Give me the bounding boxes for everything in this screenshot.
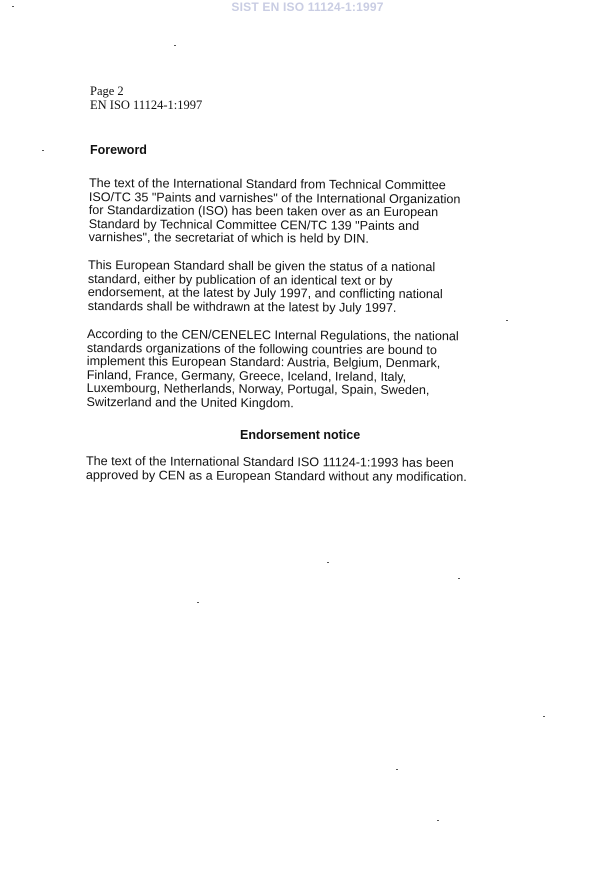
foreword-heading: Foreword <box>90 143 147 157</box>
endorsement-paragraph <box>86 455 467 484</box>
text-line: Switzerland and the United Kingdom. <box>86 394 294 411</box>
scan-speck <box>12 6 14 7</box>
foreword-paragraph-3 <box>87 328 459 412</box>
text-line: standards shall be withdrawn at the latest by July 1997. <box>87 298 397 315</box>
text-line: Luxembourg, Netherlands, Norway, Portugal, Spain, Sweden, <box>86 381 430 398</box>
text-line: Standard by Technical Committee CEN/TC 139 "Paints and <box>88 216 420 233</box>
scan-speck <box>396 769 398 770</box>
foreword-paragraph-1 <box>89 177 461 247</box>
page-number: Page 2 <box>90 84 124 98</box>
text-line: standards organizations of the following countries are bound to <box>86 340 437 357</box>
watermark-text: SIST EN ISO 11124-1:1997 <box>231 0 384 14</box>
scan-speck <box>42 150 44 151</box>
scan-speck <box>174 45 176 46</box>
foreword-paragraph-2 <box>88 259 443 316</box>
scan-speck <box>437 820 439 821</box>
text-line: approved by CEN as a European Standard without any modification. <box>85 467 467 484</box>
text-line: According to the CEN/CENELEC Internal Regulations, the national <box>86 327 459 344</box>
standard-reference: EN ISO 11124-1:1997 <box>90 98 203 112</box>
endorsement-heading: Endorsement notice <box>240 428 361 442</box>
text-line: varnishes", the secretariat of which is held by DIN. <box>88 230 369 247</box>
text-line: ISO/TC 35 "Paints and varnishes" of the International Organization <box>88 189 461 206</box>
text-line: implement this European Standard: Austria, Belgium, Denmark, <box>86 354 441 371</box>
page-header <box>90 84 202 112</box>
text-line: Finland, France, Germany, Greece, Iceland, Ireland, Italy, <box>86 367 407 384</box>
text-line: This European Standard shall be given the status of a national <box>87 258 436 275</box>
scan-speck <box>506 320 508 321</box>
text-line: endorsement, at the latest by July 1997, and conflicting national <box>87 285 443 302</box>
scan-speck <box>197 602 199 603</box>
scan-speck <box>458 578 460 579</box>
scan-speck <box>327 562 329 563</box>
text-line: The text of the International Standard ISO 11124-1:1993 has been <box>85 454 454 470</box>
scan-speck <box>543 716 545 717</box>
text-line: The text of the International Standard from Technical Committee <box>88 176 446 193</box>
text-line: standard, either by publication of an identical text or by <box>87 271 393 288</box>
text-line: for Standardization (ISO) has been taken over as an European <box>88 203 439 220</box>
